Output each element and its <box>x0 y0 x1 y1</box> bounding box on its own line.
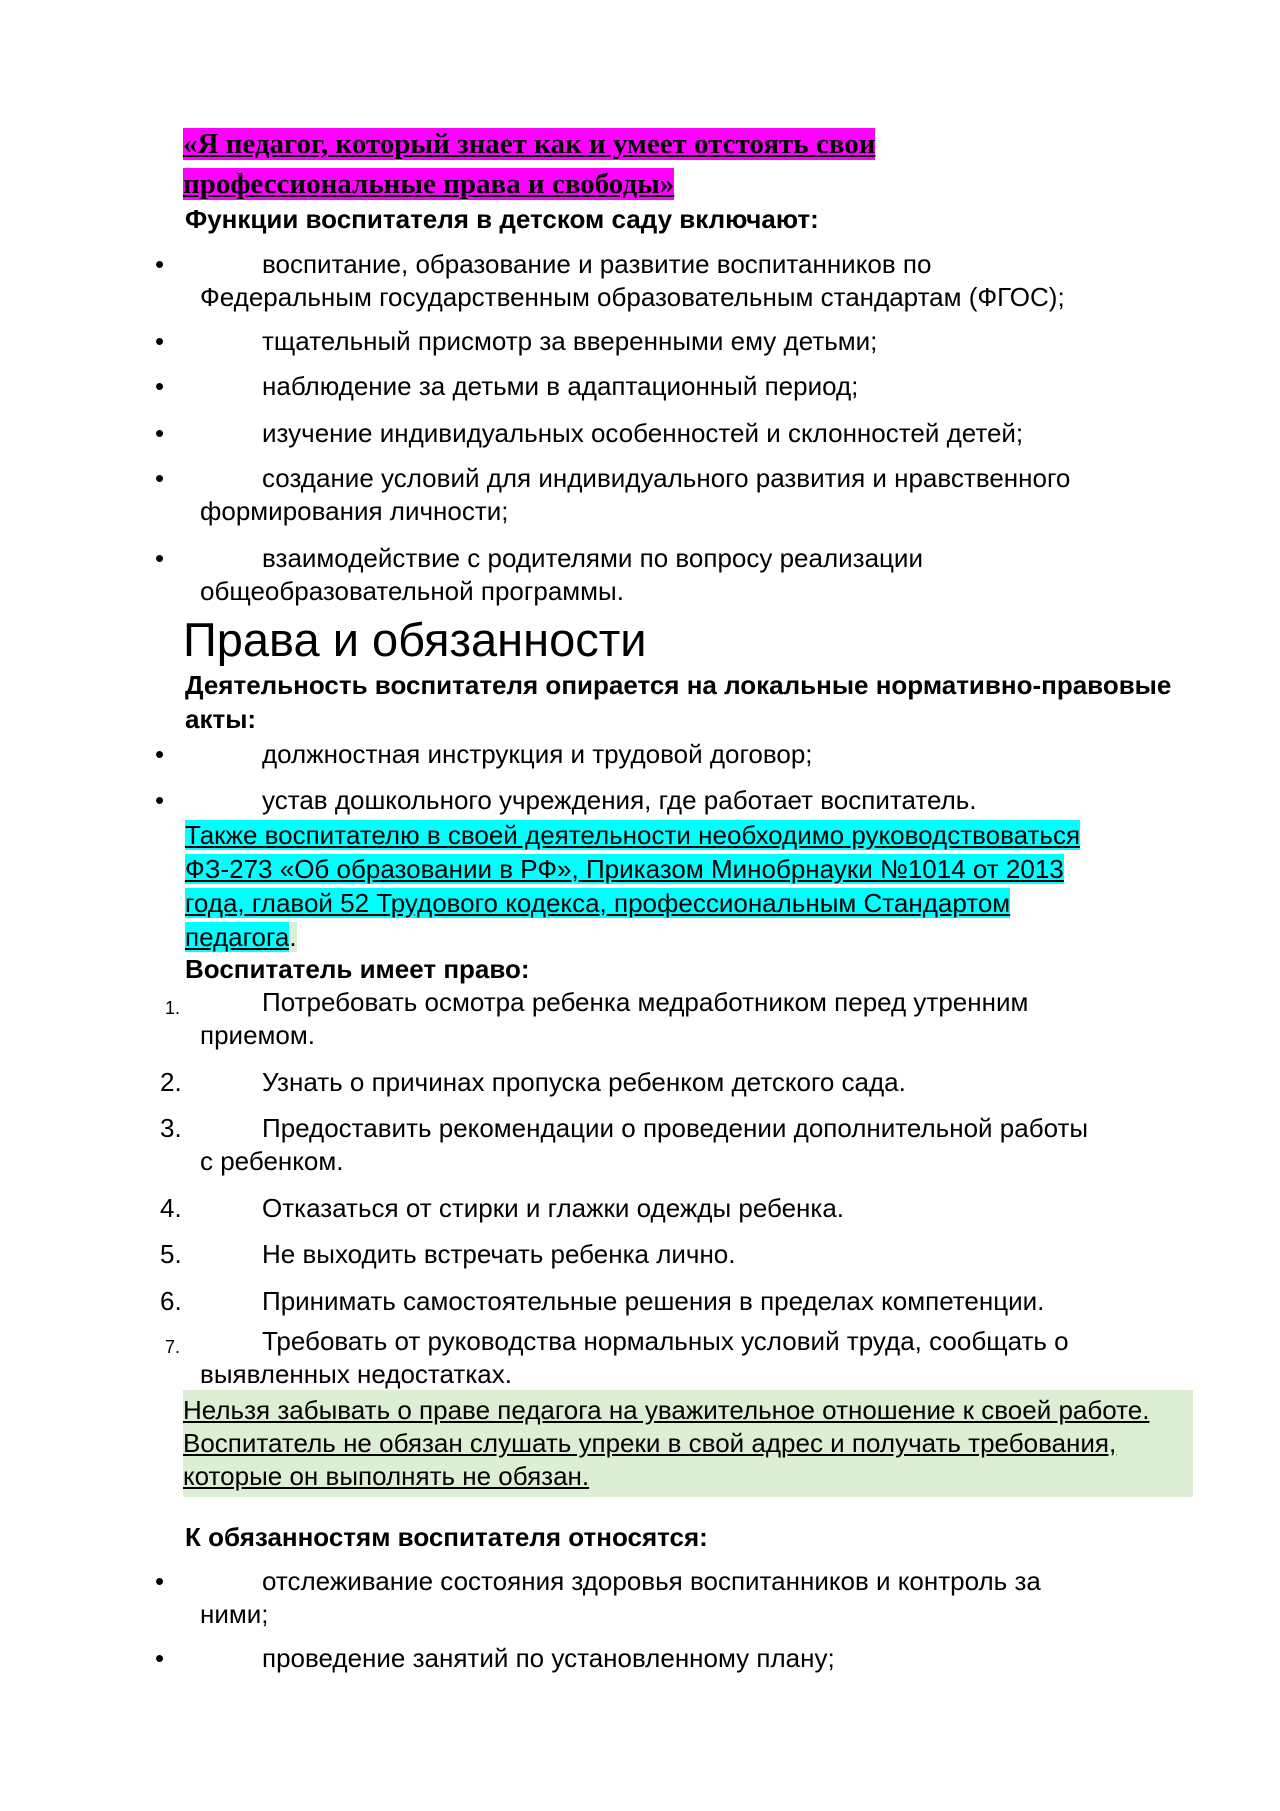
list-item-text: наблюдение за детьми в адаптационный период; <box>262 371 859 401</box>
functions-heading: Функции воспитателя в детском саду включают: <box>185 204 819 234</box>
item-number: 3. <box>160 1113 182 1143</box>
list-item-continuation: общеобразовательной программы. <box>200 576 624 606</box>
list-item-continuation: формирования личности; <box>200 496 509 526</box>
legal-basis-note <box>185 818 1085 954</box>
document-title <box>183 124 1023 204</box>
item-number: 7. <box>165 1337 181 1357</box>
respect-note: Нельзя забывать о праве педагога на уважительное отношение к своей работе. Воспитатель не обязан слушать упреки в свой адрес и получать требования, которые он выполнять не обязан. <box>183 1390 1193 1497</box>
item-number: 1. <box>165 998 181 1018</box>
acts-heading: Деятельность воспитателя опирается на локальные нормативно-правовые акты: <box>185 670 1172 734</box>
bullet-icon: • <box>155 785 165 815</box>
numbered-item-continuation: выявленных недостатках. <box>200 1359 512 1389</box>
list-item-text: устав дошкольного учреждения, где работает воспитатель. <box>262 785 977 815</box>
bullet-icon: • <box>155 326 165 356</box>
bullet-icon: • <box>155 543 165 573</box>
list-item-text: взаимодействие с родителями по вопросу реализации <box>262 543 923 573</box>
item-number: 2. <box>160 1067 182 1097</box>
rights-heading: Воспитатель имеет право: <box>185 954 530 984</box>
numbered-item-text: Требовать от руководства нормальных условий труда, сообщать о <box>262 1326 1069 1356</box>
list-item-text: изучение индивидуальных особенностей и склонностей детей; <box>262 418 1024 448</box>
bullet-icon: • <box>155 739 165 769</box>
list-item-continuation: ними; <box>200 1599 269 1629</box>
legal-basis-text: Также воспитателю в своей деятельности необходимо руководствоваться ФЗ-273 «Об образовании в РФ», Приказом Минобрнауки №1014 от 2013 года, главой 52 Трудового кодекса, профессиональным Стандартом педагога <box>185 820 1081 952</box>
numbered-item-text: Отказаться от стирки и глажки одежды ребенка. <box>262 1193 845 1223</box>
item-number: 5. <box>160 1239 182 1269</box>
duties-heading: К обязанностям воспитателя относятся: <box>185 1522 708 1552</box>
list-item-text: должностная инструкция и трудовой договор; <box>262 739 813 769</box>
item-number: 4. <box>160 1193 182 1223</box>
bullet-icon: • <box>155 371 165 401</box>
numbered-item-continuation: приемом. <box>200 1020 315 1050</box>
title-text: «Я педагог, который знает как и умеет отстоять свои профессиональные права и свободы» <box>183 128 876 200</box>
bullet-icon: • <box>155 249 165 279</box>
numbered-item-continuation: с ребенком. <box>200 1146 344 1176</box>
legal-basis-end: . <box>289 922 297 952</box>
list-item-continuation: Федеральным государственным образовательным стандартам (ФГОС); <box>200 282 1065 312</box>
numbered-item-text: Принимать самостоятельные решения в пределах компетенции. <box>262 1286 1045 1316</box>
list-item-text: воспитание, образование и развитие воспитанников по <box>262 249 932 279</box>
bullet-icon: • <box>155 1643 165 1673</box>
bullet-icon: • <box>155 1566 165 1596</box>
item-number: 6. <box>160 1286 182 1316</box>
bullet-icon: • <box>155 463 165 493</box>
numbered-item-text: Потребовать осмотра ребенка медработником перед утренним <box>262 987 1029 1017</box>
list-item-text: тщательный присмотр за вверенными ему детьми; <box>262 326 878 356</box>
numbered-item-text: Узнать о причинах пропуска ребенком детского сада. <box>262 1067 906 1097</box>
numbered-item-text: Не выходить встречать ребенка лично. <box>262 1239 736 1269</box>
section-heading: Права и обязанности <box>183 613 647 666</box>
numbered-item-text: Предоставить рекомендации о проведении дополнительной работы <box>262 1113 1089 1143</box>
list-item-text: проведение занятий по установленному плану; <box>262 1643 835 1673</box>
list-item-text: отслеживание состояния здоровья воспитанников и контроль за <box>262 1566 1041 1596</box>
list-item-text: создание условий для индивидуального развития и нравственного <box>262 463 1071 493</box>
bullet-icon: • <box>155 418 165 448</box>
